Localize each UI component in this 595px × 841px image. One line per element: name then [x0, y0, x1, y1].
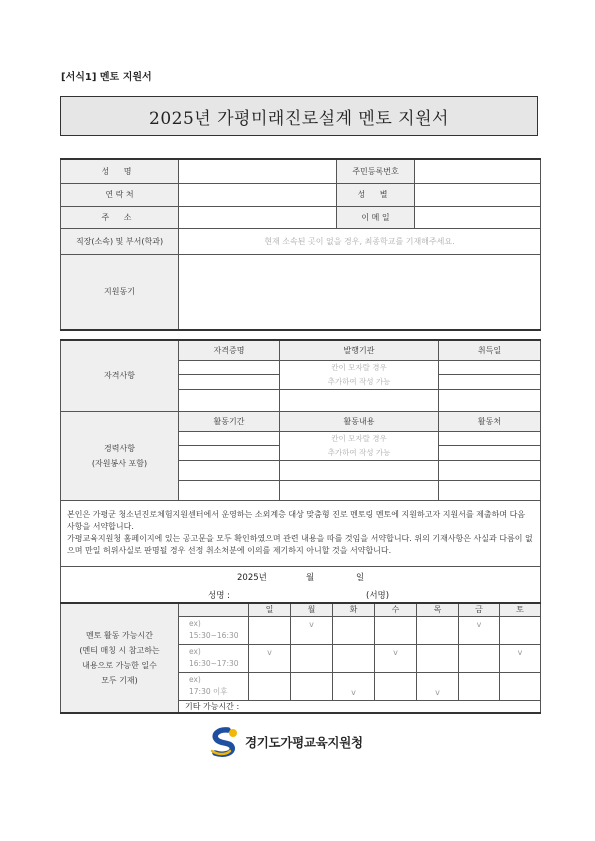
day-header: 월 — [291, 603, 333, 616]
slot-cell[interactable] — [417, 616, 459, 644]
sign-name-label[interactable]: 성명 : — [208, 590, 230, 601]
pledge-line-1: 본인은 가평군 청소년진로체험지원센터에서 운영하는 소외계층 대상 맞춤형 진로 멘토링 멘토에 지원하고자 지원서를 제출하며 다음 사항을 서약합니다. — [67, 509, 526, 531]
content-cell[interactable] — [280, 460, 439, 480]
period-cell[interactable] — [179, 460, 280, 480]
availability-label: 멘토 활동 가능시간 (멘티 매칭 시 참고하는 내용으로 가능한 일수 모두 기재) — [61, 603, 179, 713]
slot-cell[interactable] — [459, 672, 500, 700]
slot-cell[interactable] — [333, 644, 375, 672]
content-cell[interactable] — [280, 480, 439, 500]
slot-cell[interactable] — [291, 644, 333, 672]
slot-cell[interactable] — [375, 616, 417, 644]
form-tag: [서식1] 멘토 지원서 — [61, 72, 152, 83]
slot-cell[interactable] — [333, 616, 375, 644]
col-place-header: 활동처 — [439, 411, 541, 431]
pledge-text — [61, 500, 541, 566]
issuer-cell[interactable] — [280, 389, 439, 411]
slot-cell[interactable] — [291, 672, 333, 700]
name-label: 성 명 — [61, 159, 179, 183]
qualifications-label: 자격사항 — [61, 340, 179, 411]
slot-cell[interactable]: v — [249, 644, 291, 672]
career-label: 경력사항 (자원봉사 포함) — [61, 411, 179, 500]
email-label: 이 메 일 — [337, 206, 415, 228]
period-cell[interactable] — [179, 446, 280, 461]
other-time-field[interactable]: 기타 가능시간 : — [179, 700, 541, 713]
cert-cell[interactable] — [179, 375, 280, 390]
slot-cell[interactable]: v — [417, 672, 459, 700]
day-header: 화 — [333, 603, 375, 616]
page-title: 2025년 가평미래진로설계 멘토 지원서 — [149, 108, 449, 129]
time-slot: ex) 15:30~16:30 — [179, 616, 249, 644]
career-hint: 칸이 모자랄 경우 추가하여 작성 가능 — [280, 431, 439, 460]
phone-field[interactable] — [179, 183, 337, 206]
title-box — [60, 96, 538, 136]
motivation-field[interactable] — [179, 254, 541, 330]
date-cell[interactable] — [439, 389, 541, 411]
col-issuer-header: 발행기관 — [280, 340, 439, 360]
name-field[interactable] — [179, 159, 337, 183]
slot-cell[interactable]: v — [459, 616, 500, 644]
place-cell[interactable] — [439, 460, 541, 480]
date-day[interactable]: 일 — [356, 572, 365, 583]
place-cell[interactable] — [439, 446, 541, 461]
day-header: 수 — [375, 603, 417, 616]
slot-cell[interactable]: v — [375, 644, 417, 672]
qual-hint: 칸이 모자랄 경우 추가하여 작성 가능 — [280, 360, 439, 389]
date-cell[interactable] — [439, 360, 541, 375]
day-header: 일 — [249, 603, 291, 616]
time-slot: ex) 17:30 이후 — [179, 672, 249, 700]
cert-cell[interactable] — [179, 360, 280, 375]
slot-cell[interactable]: v — [291, 616, 333, 644]
time-slot: ex) 16:30~17:30 — [179, 644, 249, 672]
phone-label: 연 락 처 — [61, 183, 179, 206]
date-month[interactable]: 월 — [306, 572, 315, 583]
slot-cell[interactable] — [500, 616, 541, 644]
slot-cell[interactable] — [417, 644, 459, 672]
col-date-header: 취득일 — [439, 340, 541, 360]
availability-table — [60, 602, 541, 714]
org-name: 경기도가평교육지원청 — [245, 735, 363, 750]
address-field[interactable] — [179, 206, 337, 228]
rrn-field[interactable] — [415, 159, 541, 183]
date-cell[interactable] — [439, 375, 541, 390]
motivation-label: 지원동기 — [61, 254, 179, 330]
org-logo — [208, 727, 363, 757]
slot-cell[interactable] — [459, 644, 500, 672]
period-cell[interactable] — [179, 480, 280, 500]
period-cell[interactable] — [179, 431, 280, 446]
slot-cell[interactable] — [375, 672, 417, 700]
address-label: 주 소 — [61, 206, 179, 228]
pledge-line-2: 가평교육지원청 홈페이지에 있는 공고문을 모두 확인하였으며 관련 내용을 따를 것임을 서약합니다. 위의 기재사항은 사실과 다름이 없으며 만일 허위사실로 판명될 경우 선정 취소처분에 이의를 제기하지 아니할 것을 서약합니다. — [67, 534, 533, 556]
gender-field[interactable] — [415, 183, 541, 206]
col-content-header: 활동내용 — [280, 411, 439, 431]
slot-cell[interactable] — [249, 616, 291, 644]
slot-cell[interactable]: v — [333, 672, 375, 700]
qualification-career-table — [60, 339, 541, 605]
col-period-header: 활동기간 — [179, 411, 280, 431]
slot-cell[interactable] — [500, 672, 541, 700]
sign-mark[interactable]: (서명) — [366, 590, 390, 601]
day-header: 금 — [459, 603, 500, 616]
slot-cell[interactable] — [249, 672, 291, 700]
workplace-label: 직장(소속) 및 부서(학과) — [61, 228, 179, 254]
rrn-label: 주민등록번호 — [337, 159, 415, 183]
date-year: 2025년 — [237, 572, 267, 583]
signature-block — [61, 566, 541, 604]
slot-cell[interactable]: v — [500, 644, 541, 672]
applicant-info-table — [60, 158, 541, 331]
org-emblem-icon — [208, 727, 242, 757]
time-header — [179, 603, 249, 616]
day-header: 목 — [417, 603, 459, 616]
place-cell[interactable] — [439, 431, 541, 446]
email-field[interactable] — [415, 206, 541, 228]
place-cell[interactable] — [439, 480, 541, 500]
gender-label: 성 별 — [337, 183, 415, 206]
col-cert-header: 자격증명 — [179, 340, 280, 360]
day-header: 토 — [500, 603, 541, 616]
cert-cell[interactable] — [179, 389, 280, 411]
workplace-field[interactable]: 현재 소속된 곳이 없을 경우, 최종학교를 기재해주세요. — [179, 228, 541, 254]
